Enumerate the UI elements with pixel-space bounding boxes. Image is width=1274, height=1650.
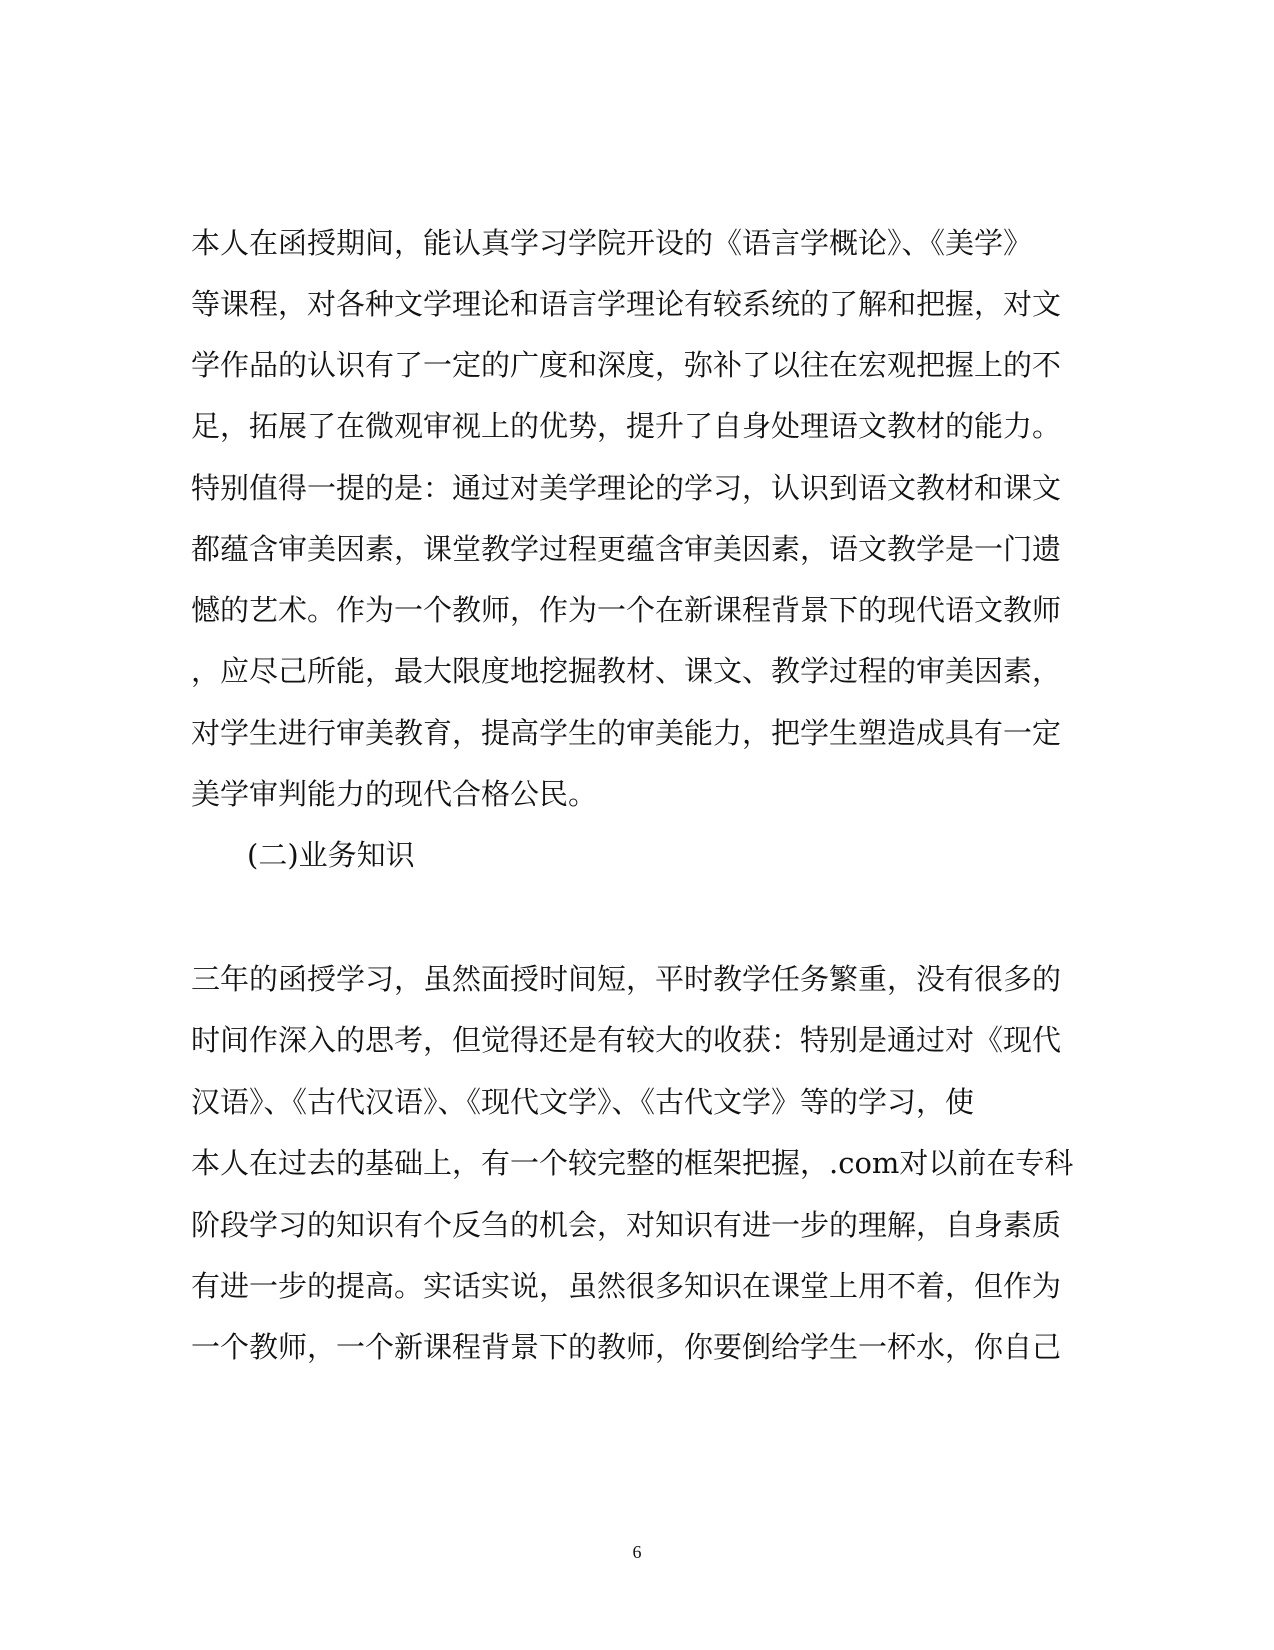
paragraph-1-line-8: ，应尽己所能，最大限度地挖掘教材、课文、教学过程的审美因素， bbox=[191, 654, 1062, 688]
paragraph-2-line-6: 有进一步的提高。实话实说，虽然很多知识在课堂上用不着，但作为 bbox=[191, 1269, 1062, 1303]
paragraph-1-line-3: 学作品的认识有了一定的广度和深度，弥补了以往在宏观把握上的不 bbox=[191, 348, 1062, 382]
paragraph-1-line-2: 等课程，对各种文学理论和语言学理论有较系统的了解和把握，对文 bbox=[191, 287, 1062, 321]
section-heading: (二)业务知识 bbox=[247, 838, 415, 872]
paragraph-2-line-4: 本人在过去的基础上，有一个较完整的框架把握，.com对以前在专科 bbox=[191, 1146, 1074, 1180]
paragraph-1-line-6: 都蕴含审美因素，课堂教学过程更蕴含审美因素，语文教学是一门遗 bbox=[191, 532, 1062, 566]
paragraph-2-line-2: 时间作深入的思考，但觉得还是有较大的收获：特别是通过对《现代 bbox=[191, 1023, 1062, 1057]
page-number: 6 bbox=[632, 1542, 642, 1562]
paragraph-1-line-5: 特别值得一提的是：通过对美学理论的学习，认识到语文教材和课文 bbox=[191, 471, 1062, 505]
paragraph-2-line-5: 阶段学习的知识有个反刍的机会，对知识有进一步的理解，自身素质 bbox=[191, 1208, 1062, 1242]
paragraph-2-line-1: 三年的函授学习，虽然面授时间短，平时教学任务繁重，没有很多的 bbox=[191, 962, 1062, 996]
paragraph-1-line-10: 美学审判能力的现代合格公民。 bbox=[191, 777, 598, 811]
paragraph-2-line-7: 一个教师，一个新课程背景下的教师，你要倒给学生一杯水，你自己 bbox=[191, 1330, 1062, 1364]
paragraph-2-line-3: 汉语》、《古代汉语》、《现代文学》、《古代文学》等的学习，使 bbox=[191, 1085, 975, 1119]
paragraph-1-line-7: 憾的艺术。作为一个教师，作为一个在新课程背景下的现代语文教师 bbox=[191, 593, 1062, 627]
paragraph-1-line-9: 对学生进行审美教育，提高学生的审美能力，把学生塑造成具有一定 bbox=[191, 716, 1062, 750]
paragraph-1-line-4: 足，拓展了在微观审视上的优势，提升了自身处理语文教材的能力。 bbox=[191, 409, 1062, 443]
paragraph-1-line-1: 本人在函授期间，能认真学习学院开设的《语言学概论》、《美学》 bbox=[191, 226, 1033, 260]
